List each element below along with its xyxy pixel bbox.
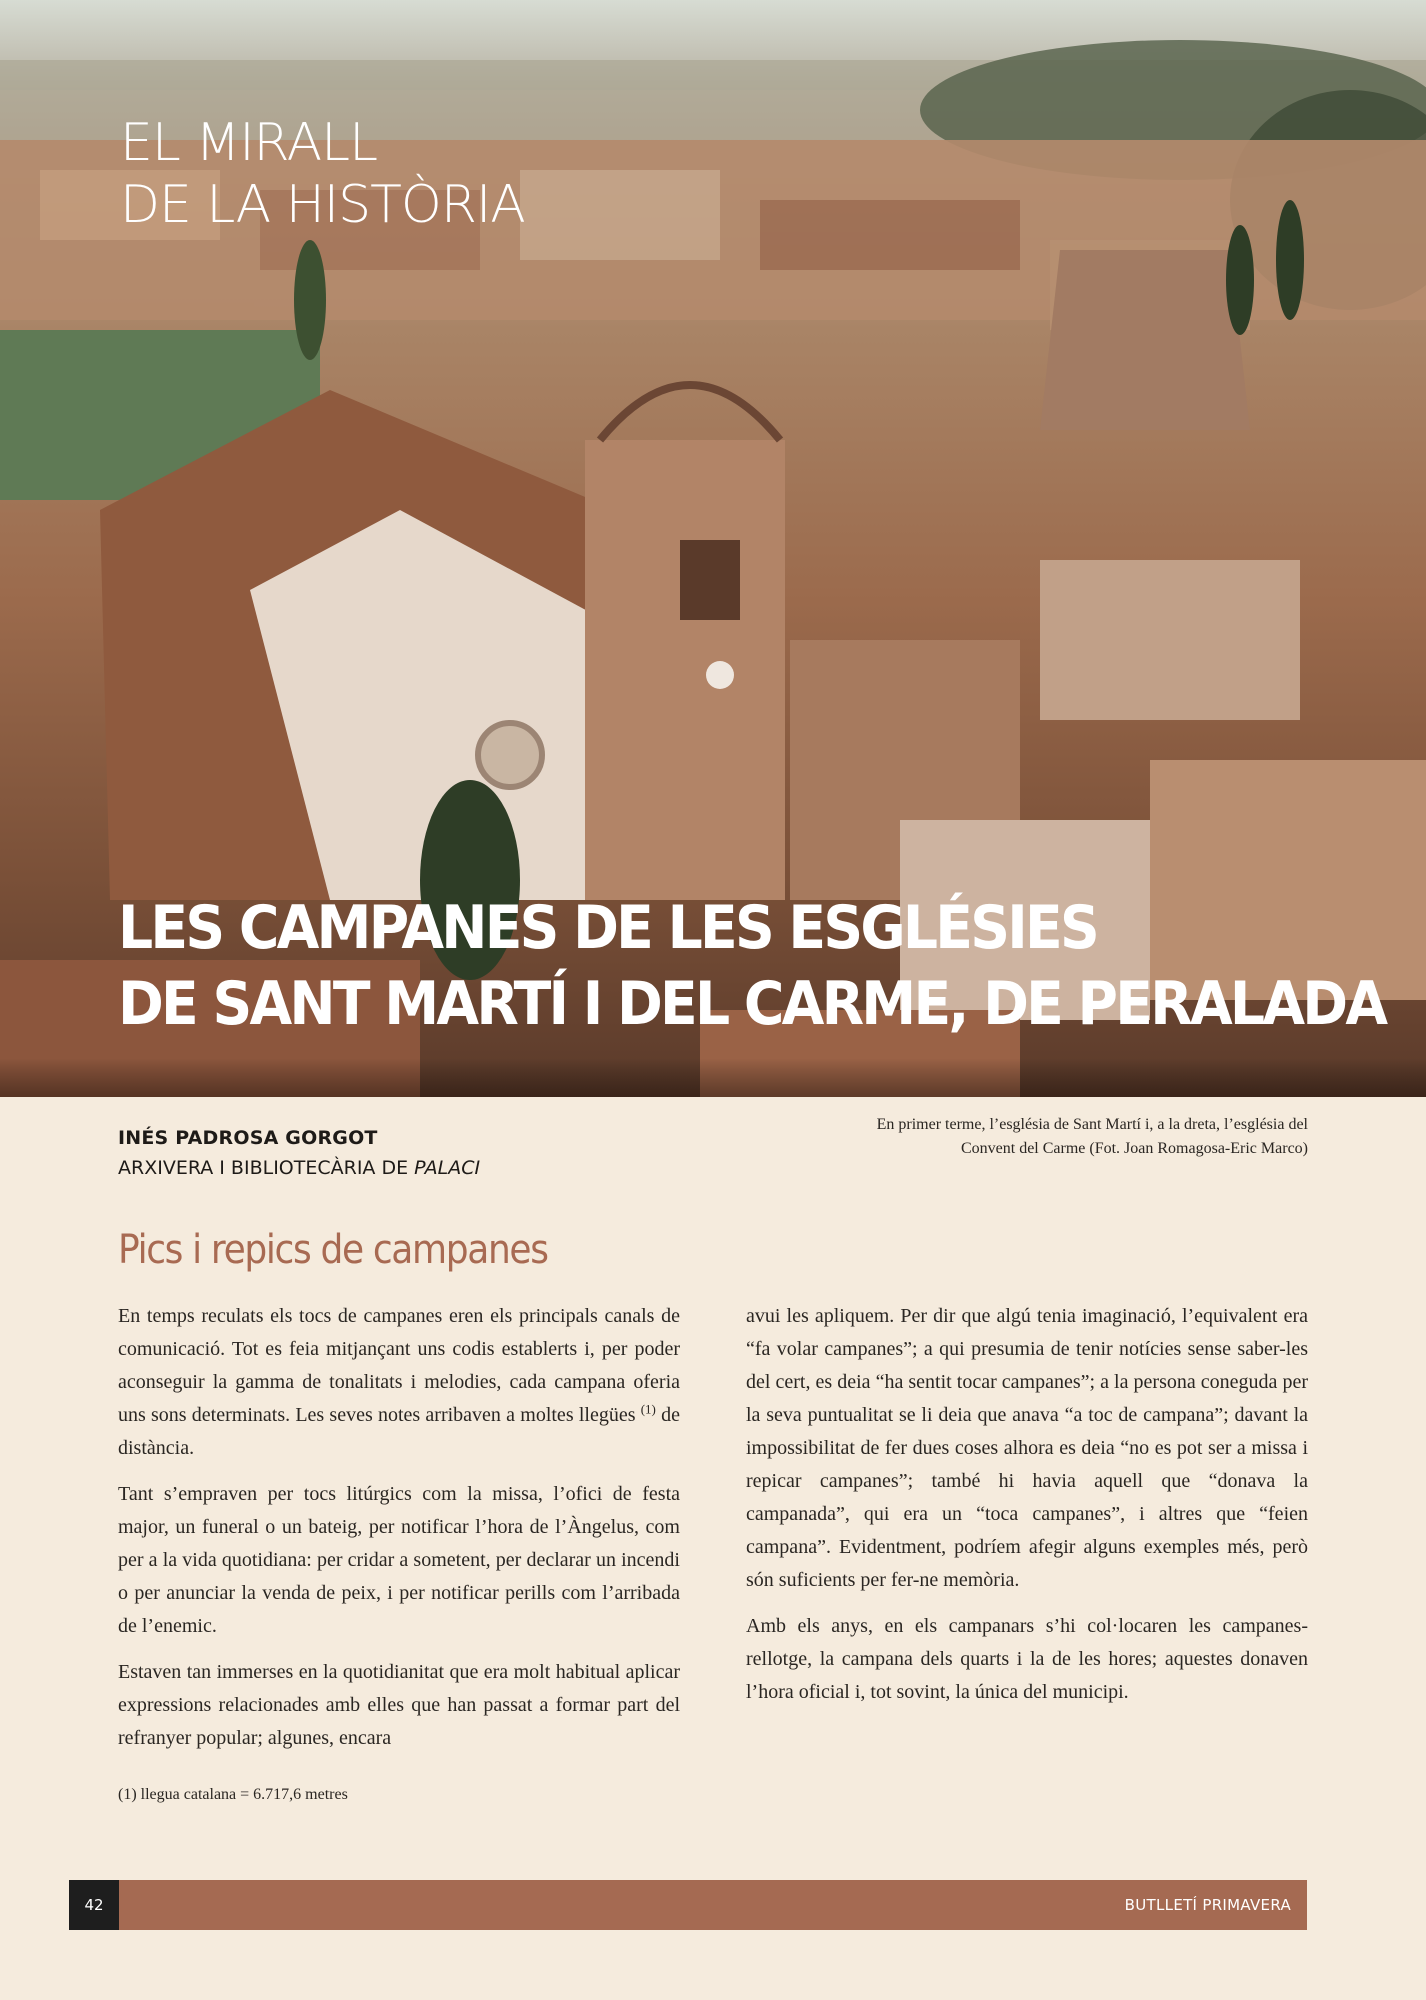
author-name: INÉS PADROSA GORGOT [118, 1127, 378, 1149]
body-column-left [118, 1300, 680, 1768]
photo-caption [748, 1113, 1308, 1161]
body-column-right [746, 1300, 1308, 1722]
section-label [120, 112, 525, 236]
paragraph: Tant s’empraven per tocs litúrgics com la missa, l’ofici de festa major, un funeral o un bateig, per notificar l’hora de l’Àngelus, com per a la vida quotidiana: per cridar a sometent, per declarar un incendi o per anunciar la venda de peix, i per notificar perills com l’arribada de l’enemic. [118, 1483, 680, 1637]
article-title-line1: LES CAMPANES DE LES ESGLÉSIES [118, 893, 1097, 963]
photo-caption-line2: Convent del Carme (Fot. Joan Romagosa-Eric Marco) [960, 1140, 1308, 1157]
paragraph: avui les apliquem. Per dir que algú tenia imaginació, l’equivalent era “fa volar campanes”; a qui presumia de tenir notícies sense saber-les del cert, es deia “ha sentit tocar campanes”; a la persona coneguda per la seva puntualitat se li deia que anava “a toc de campana”; davant la impossibilitat de fer dues coses alhora es deia “no es pot ser a missa i repicar campanes”; també hi havia aquell que “donava la campanada”, qui era un “toca campanes”, i altres que “feien campana”. Evidentment, podríem afegir alguns exemples més, però són suficients per fer-ne memòria. [746, 1305, 1308, 1591]
paragraph-text: de distància. [118, 1404, 680, 1459]
author-role-italic: PALACI [414, 1157, 481, 1179]
author-block [118, 1127, 480, 1179]
author-role [118, 1157, 480, 1179]
footnote-ref: (1) [640, 1401, 656, 1417]
footer-bar [69, 1880, 1307, 1930]
section-label-line1: EL MIRALL [120, 113, 378, 173]
paragraph-text: En temps reculats els tocs de campanes eren els principals canals de comunicació. Tot es feia mitjançant uns codis establerts i, per poder aconseguir la gamma de tonalitats i melodies, cada campana oferia uns sons determinats. Les seves notes arribaven a moltes llegües [118, 1305, 680, 1426]
article-title [118, 890, 1385, 1042]
paragraph: Estaven tan immerses en la quotidianitat que era molt habitual aplicar expressions relacionades amb elles que han passat a formar part del refranyer popular; algunes, encara [118, 1661, 680, 1749]
section-subhead: Pics i repics de campanes [118, 1227, 548, 1273]
footnote: (1) llegua catalana = 6.717,6 metres [118, 1786, 348, 1803]
paragraph [118, 1300, 680, 1465]
section-label-line2: DE LA HISTÒRIA [120, 175, 525, 235]
author-role-text: ARXIVERA I BIBLIOTECÀRIA DE [118, 1157, 409, 1179]
photo-caption-line1: En primer terme, l’església de Sant Martí i, a la dreta, l’església del [876, 1116, 1308, 1133]
page-number: 42 [69, 1880, 119, 1930]
paragraph: Amb els anys, en els campanars s’hi col·locaren les campanes-rellotge, la campana dels quarts i la de les hores; aquestes donaven l’hora oficial i, tot sovint, la única del municipi. [746, 1615, 1308, 1703]
publication-name: BUTLLETÍ PRIMAVERA [1124, 1896, 1291, 1914]
article-title-line2: DE SANT MARTÍ I DEL CARME, DE PERALADA [118, 969, 1386, 1039]
